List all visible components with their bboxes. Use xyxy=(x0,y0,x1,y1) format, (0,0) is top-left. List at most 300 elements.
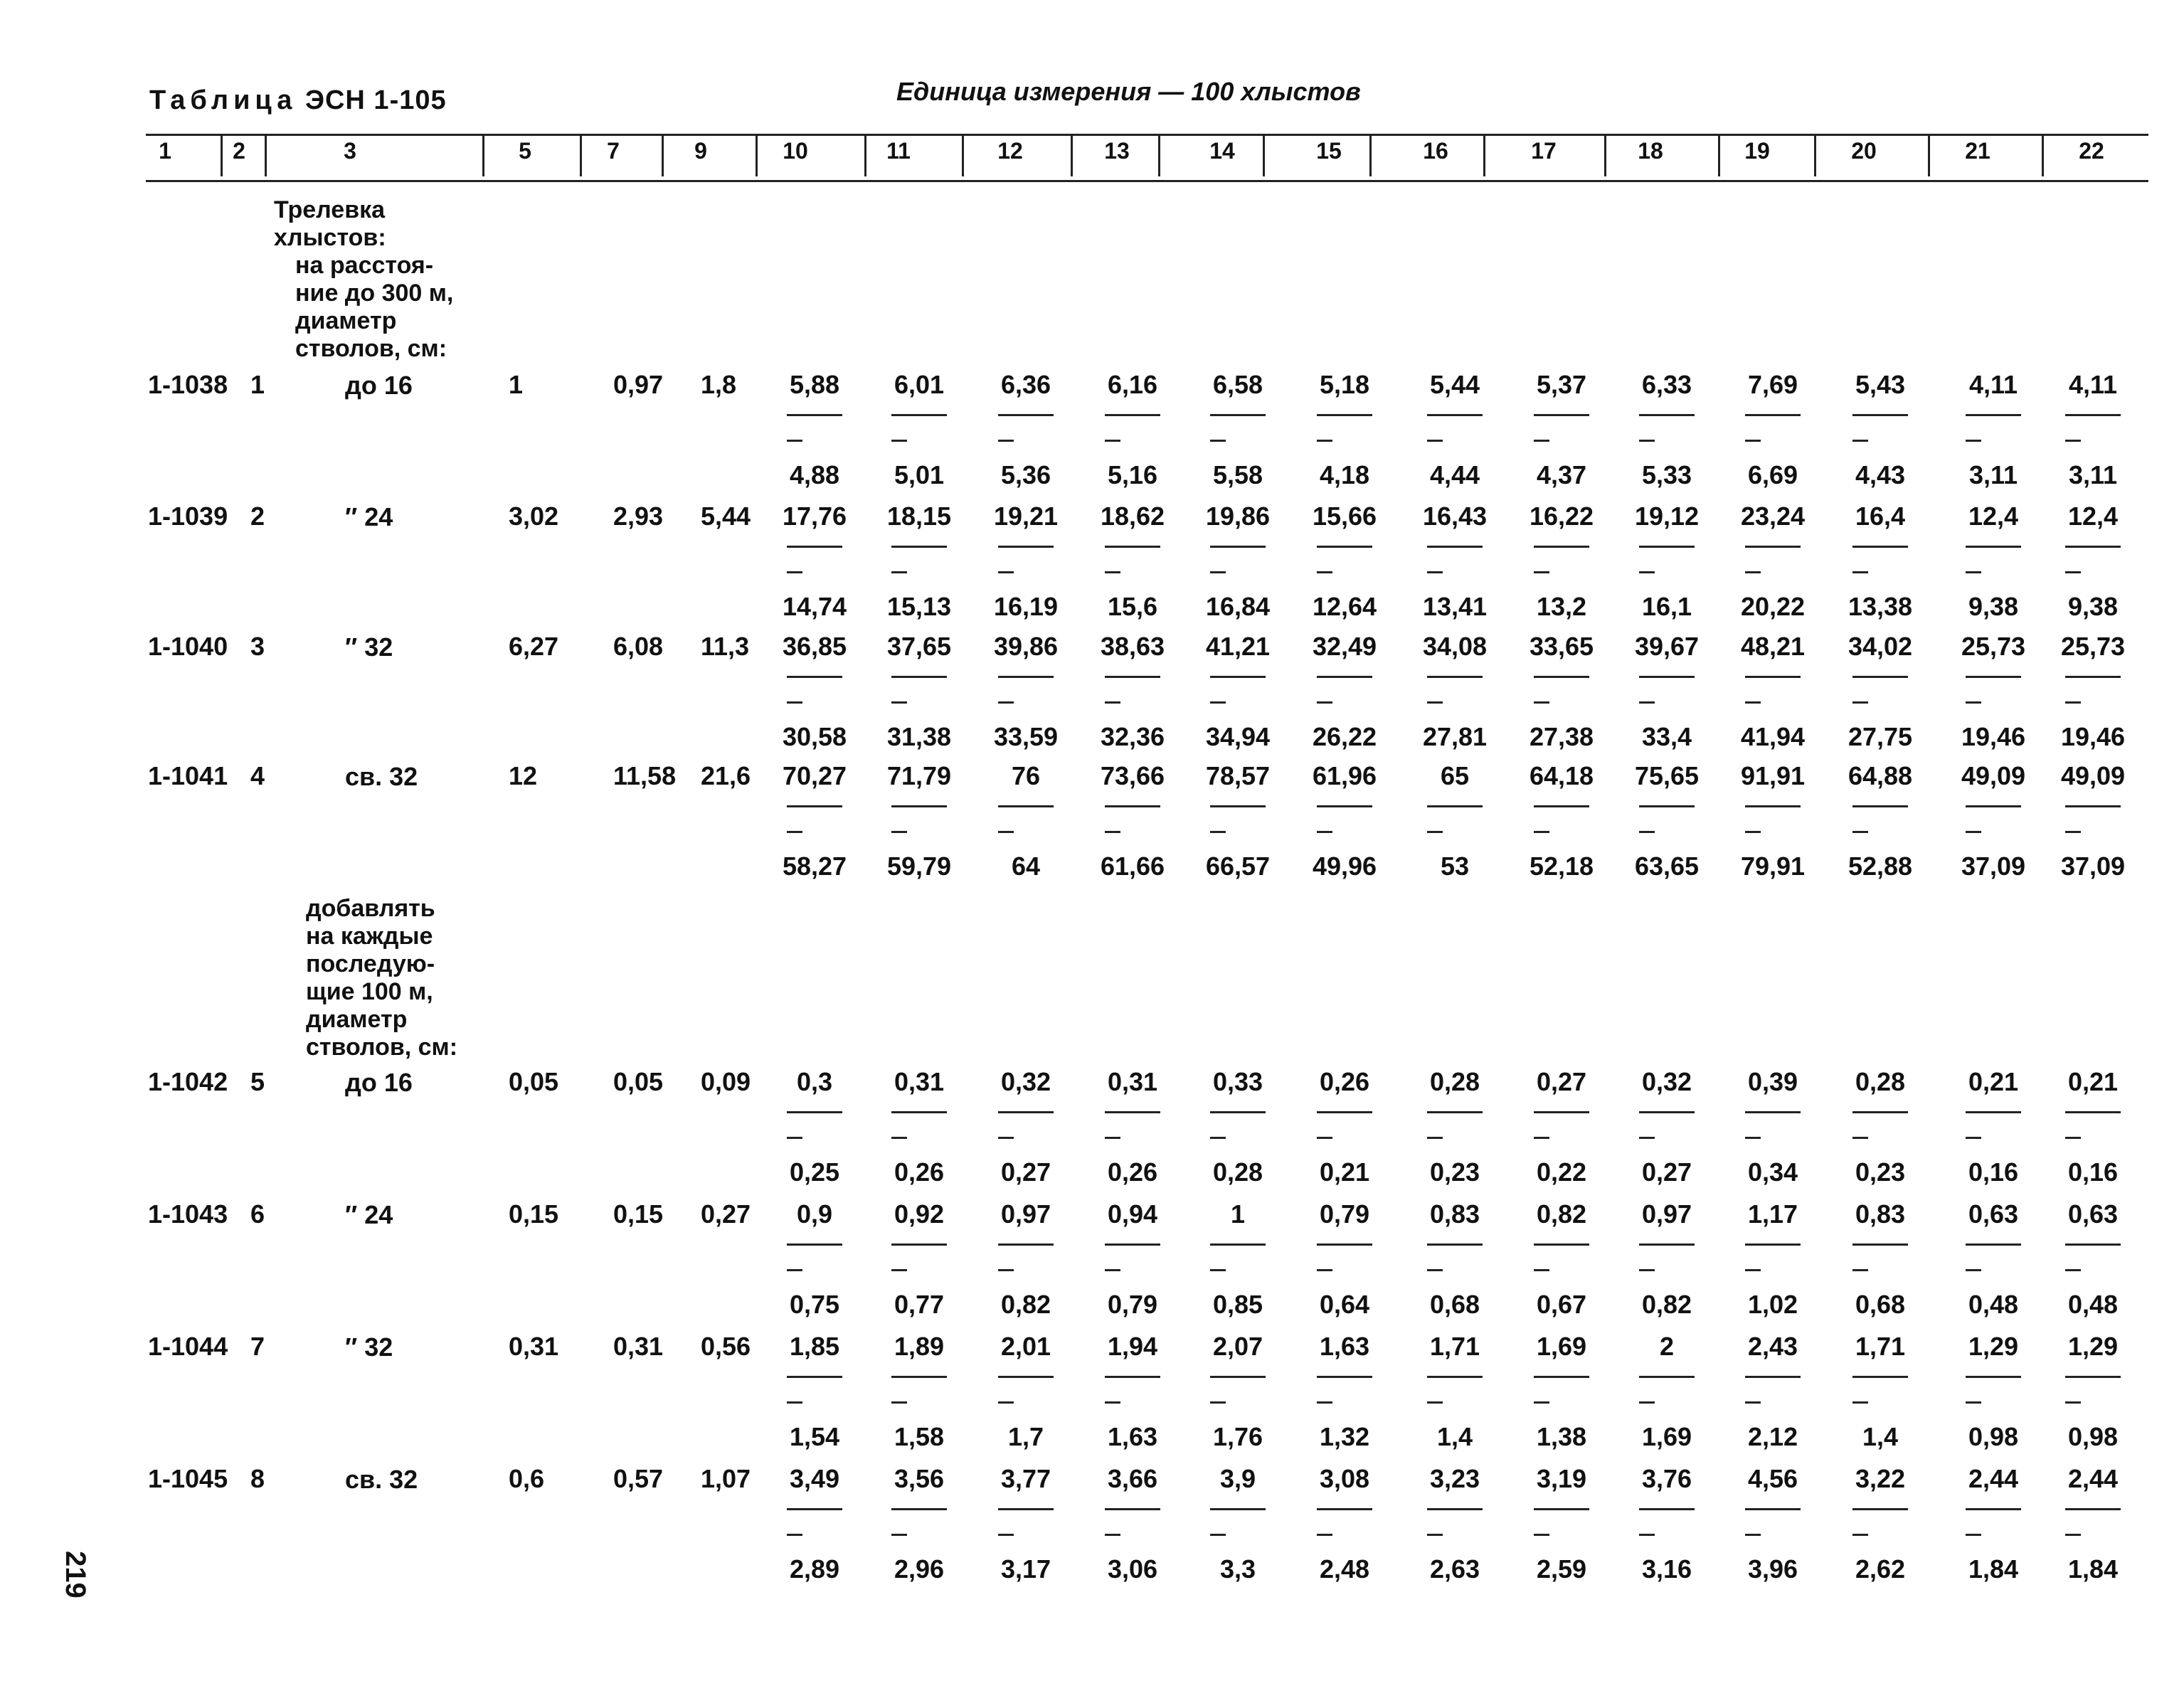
fraction-dash xyxy=(1534,701,1549,704)
fraction-numerator: 1,94 xyxy=(1107,1332,1158,1361)
fraction-dash xyxy=(1210,831,1226,833)
fraction-dash xyxy=(1317,440,1332,442)
fraction-bar xyxy=(1852,805,1908,807)
fraction-numerator: 5,43 xyxy=(1855,370,1906,399)
fraction-bar xyxy=(1534,414,1589,416)
fraction-numerator: 2,43 xyxy=(1747,1332,1798,1361)
row-code: 1-1038 xyxy=(148,370,228,399)
fraction-numerator: 16,4 xyxy=(1855,502,1906,531)
fraction-bar xyxy=(1852,1508,1908,1510)
fraction-numerator: 3,22 xyxy=(1855,1464,1906,1493)
column-header-19: 19 xyxy=(1744,138,1770,164)
fraction-numerator: 6,36 xyxy=(1000,370,1051,399)
fraction-bar xyxy=(1210,1376,1266,1378)
fraction-bar xyxy=(1105,414,1160,416)
fraction-numerator: 2,01 xyxy=(1000,1332,1051,1361)
fraction-denominator: 1,4 xyxy=(1862,1422,1899,1451)
column-header-14: 14 xyxy=(1209,138,1235,164)
fraction-denominator: 0,22 xyxy=(1536,1157,1587,1187)
fraction-dash xyxy=(1534,831,1549,833)
fraction-dash xyxy=(1427,571,1443,573)
fraction-dash xyxy=(1745,571,1761,573)
fraction-bar xyxy=(1745,805,1801,807)
fraction-bar xyxy=(1745,1376,1801,1378)
fraction-denominator: 4,37 xyxy=(1536,460,1587,489)
fraction-dash xyxy=(1105,831,1120,833)
row-code: 1-1040 xyxy=(148,632,228,661)
intro-block-skidding xyxy=(274,196,453,363)
cell-col-7: 0,97 xyxy=(613,370,664,399)
fraction-bar xyxy=(1534,546,1589,548)
fraction-bar xyxy=(1317,1508,1372,1510)
fraction-denominator: 1,38 xyxy=(1536,1422,1587,1451)
table-title xyxy=(149,85,447,116)
fraction-dash xyxy=(787,701,802,704)
fraction-bar xyxy=(2065,1243,2121,1246)
fraction-denominator: 27,38 xyxy=(1529,722,1594,751)
fraction-numerator: 0,32 xyxy=(1641,1067,1692,1096)
fraction-numerator: 6,16 xyxy=(1107,370,1158,399)
fraction-denominator: 1,32 xyxy=(1319,1422,1370,1451)
intro-line: диаметр xyxy=(295,307,397,334)
column-separator xyxy=(265,135,267,176)
fraction-dash xyxy=(787,1137,802,1139)
fraction-bar xyxy=(1534,1376,1589,1378)
fraction-dash xyxy=(891,1137,907,1139)
fraction-denominator: 32,36 xyxy=(1100,722,1165,751)
cell-col-5: 12 xyxy=(509,761,538,790)
fraction-denominator: 2,63 xyxy=(1429,1554,1480,1584)
column-header-22: 22 xyxy=(2079,138,2104,164)
fraction-denominator: 16,19 xyxy=(993,592,1059,621)
fraction-numerator: 15,66 xyxy=(1312,502,1377,531)
intro-line: хлыстов: xyxy=(274,224,386,251)
fraction-denominator: 1,54 xyxy=(789,1422,840,1451)
fraction-numerator: 5,88 xyxy=(789,370,840,399)
row-diameter: св. 32 xyxy=(345,762,418,791)
fraction-bar xyxy=(998,546,1054,548)
fraction-bar xyxy=(1745,1111,1801,1113)
fraction-denominator: 6,69 xyxy=(1747,460,1798,489)
fraction-bar xyxy=(891,1376,947,1378)
fraction-denominator: 5,36 xyxy=(1000,460,1051,489)
fraction-dash xyxy=(998,701,1014,704)
fraction-numerator: 0,32 xyxy=(1000,1067,1051,1096)
fraction-bar xyxy=(2065,805,2121,807)
fraction-denominator: 52,88 xyxy=(1848,852,1913,881)
fraction-numerator: 1,63 xyxy=(1319,1332,1370,1361)
column-header-11: 11 xyxy=(886,138,911,164)
column-header-17: 17 xyxy=(1531,138,1557,164)
fraction-bar xyxy=(2065,1508,2121,1510)
fraction-numerator: 1,89 xyxy=(894,1332,945,1361)
fraction-bar xyxy=(1317,805,1372,807)
fraction-numerator: 1 xyxy=(1230,1199,1246,1229)
fraction-dash xyxy=(1317,1269,1332,1271)
fraction-dash xyxy=(1534,1269,1549,1271)
fraction-denominator: 1,84 xyxy=(1968,1554,2019,1584)
fraction-numerator: 76 xyxy=(1011,761,1041,790)
fraction-dash xyxy=(1639,440,1655,442)
fraction-bar xyxy=(1852,1376,1908,1378)
fraction-numerator: 75,65 xyxy=(1634,761,1700,790)
cell-col-9: 1,8 xyxy=(701,370,737,399)
fraction-denominator: 1,4 xyxy=(1436,1422,1473,1451)
fraction-dash xyxy=(1966,440,1981,442)
fraction-dash xyxy=(998,831,1014,833)
cell-col-5: 6,27 xyxy=(509,632,559,661)
row-number: 1 xyxy=(250,370,265,399)
fraction-denominator: 41,94 xyxy=(1740,722,1806,751)
column-separator xyxy=(962,135,964,176)
fraction-bar xyxy=(1966,1243,2021,1246)
fraction-numerator: 3,76 xyxy=(1641,1464,1692,1493)
fraction-denominator: 15,6 xyxy=(1107,592,1158,621)
fraction-bar xyxy=(1852,546,1908,548)
fraction-dash xyxy=(1534,1534,1549,1536)
row-code: 1-1039 xyxy=(148,502,228,531)
intro-line: на расстоя- xyxy=(295,252,434,279)
fraction-denominator: 52,18 xyxy=(1529,852,1594,881)
fraction-numerator: 39,86 xyxy=(993,632,1059,661)
fraction-numerator: 0,83 xyxy=(1429,1199,1480,1229)
cell-col-9: 0,27 xyxy=(701,1199,751,1229)
fraction-dash xyxy=(1210,701,1226,704)
row-code: 1-1044 xyxy=(148,1332,228,1361)
fraction-dash xyxy=(1966,1534,1981,1536)
fraction-denominator: 0,77 xyxy=(894,1290,945,1319)
fraction-numerator: 32,49 xyxy=(1312,632,1377,661)
table-code: ЭСН 1-105 xyxy=(304,85,447,115)
fraction-denominator: 5,16 xyxy=(1107,460,1158,489)
fraction-numerator: 2,44 xyxy=(2067,1464,2119,1493)
fraction-numerator: 12,4 xyxy=(1968,502,2019,531)
fraction-denominator: 37,09 xyxy=(1961,852,2026,881)
fraction-bar xyxy=(787,805,842,807)
fraction-bar xyxy=(1427,1111,1483,1113)
fraction-bar xyxy=(1852,676,1908,678)
cell-col-9: 0,09 xyxy=(701,1067,751,1096)
fraction-dash xyxy=(1745,701,1761,704)
fraction-bar xyxy=(1966,676,2021,678)
fraction-numerator: 1,69 xyxy=(1536,1332,1587,1361)
fraction-numerator: 3,19 xyxy=(1536,1464,1587,1493)
fraction-dash xyxy=(2065,1269,2081,1271)
fraction-denominator: 66,57 xyxy=(1205,852,1271,881)
fraction-denominator: 4,44 xyxy=(1429,460,1480,489)
fraction-dash xyxy=(787,1534,802,1536)
fraction-bar xyxy=(1317,1376,1372,1378)
fraction-denominator: 3,96 xyxy=(1747,1554,1798,1584)
fraction-numerator: 49,09 xyxy=(2060,761,2126,790)
fraction-dash xyxy=(998,1401,1014,1404)
fraction-numerator: 0,39 xyxy=(1747,1067,1798,1096)
fraction-numerator: 0,27 xyxy=(1536,1067,1587,1096)
fraction-bar xyxy=(1966,1376,2021,1378)
fraction-bar xyxy=(787,1376,842,1378)
fraction-numerator: 65 xyxy=(1440,761,1470,790)
fraction-dash xyxy=(1966,571,1981,573)
fraction-numerator: 3,77 xyxy=(1000,1464,1051,1493)
row-number: 7 xyxy=(250,1332,265,1361)
fraction-numerator: 19,21 xyxy=(993,502,1059,531)
fraction-bar xyxy=(1966,805,2021,807)
fraction-bar xyxy=(1639,1111,1695,1113)
fraction-bar xyxy=(1852,1243,1908,1246)
fraction-dash xyxy=(1966,701,1981,704)
column-separator xyxy=(1369,135,1372,176)
fraction-dash xyxy=(1210,1534,1226,1536)
fraction-denominator: 2,62 xyxy=(1855,1554,1906,1584)
fraction-bar xyxy=(1639,1508,1695,1510)
fraction-bar xyxy=(1966,1111,2021,1113)
fraction-dash xyxy=(1210,440,1226,442)
fraction-numerator: 0,79 xyxy=(1319,1199,1370,1229)
fraction-bar xyxy=(1317,1111,1372,1113)
fraction-numerator: 0,28 xyxy=(1429,1067,1480,1096)
fraction-dash xyxy=(1534,1401,1549,1404)
intro-line: диаметр xyxy=(306,1006,408,1033)
fraction-dash xyxy=(2065,831,2081,833)
row-diameter: ″ 24 xyxy=(345,502,393,531)
fraction-bar xyxy=(891,1243,947,1246)
fraction-dash xyxy=(1639,1269,1655,1271)
fraction-denominator: 0,82 xyxy=(1641,1290,1692,1319)
fraction-denominator: 63,65 xyxy=(1634,852,1700,881)
fraction-dash xyxy=(1534,571,1549,573)
unit-of-measure: Единица измерения — 100 хлыстов xyxy=(896,77,1361,106)
row-code: 1-1041 xyxy=(148,761,228,790)
fraction-denominator: 4,18 xyxy=(1319,460,1370,489)
fraction-dash xyxy=(998,440,1014,442)
fraction-numerator: 64,88 xyxy=(1848,761,1913,790)
fraction-bar xyxy=(1745,546,1801,548)
fraction-denominator: 0,82 xyxy=(1000,1290,1051,1319)
fraction-numerator: 25,73 xyxy=(1961,632,2026,661)
column-header-20: 20 xyxy=(1851,138,1877,164)
fraction-dash xyxy=(1745,1401,1761,1404)
fraction-dash xyxy=(1852,1534,1868,1536)
fraction-bar xyxy=(787,546,842,548)
fraction-numerator: 1,71 xyxy=(1855,1332,1906,1361)
fraction-denominator: 0,27 xyxy=(1641,1157,1692,1187)
fraction-dash xyxy=(1317,1401,1332,1404)
fraction-numerator: 18,15 xyxy=(886,502,952,531)
fraction-bar xyxy=(1639,1243,1695,1246)
fraction-denominator: 0,68 xyxy=(1855,1290,1906,1319)
fraction-numerator: 3,9 xyxy=(1219,1464,1256,1493)
fraction-bar xyxy=(998,1111,1054,1113)
fraction-bar xyxy=(1966,414,2021,416)
page-number: 219 xyxy=(60,1551,91,1598)
fraction-bar xyxy=(787,414,842,416)
fraction-dash xyxy=(1317,1137,1332,1139)
fraction-dash xyxy=(1317,571,1332,573)
fraction-numerator: 3,49 xyxy=(789,1464,840,1493)
fraction-numerator: 3,56 xyxy=(894,1464,945,1493)
fraction-bar xyxy=(787,1508,842,1510)
fraction-denominator: 0,16 xyxy=(1968,1157,2019,1187)
fraction-numerator: 3,23 xyxy=(1429,1464,1480,1493)
fraction-denominator: 0,98 xyxy=(2067,1422,2119,1451)
fraction-dash xyxy=(1852,1137,1868,1139)
fraction-bar xyxy=(1745,1508,1801,1510)
fraction-dash xyxy=(1639,1137,1655,1139)
fraction-numerator: 19,12 xyxy=(1634,502,1700,531)
cell-col-5: 0,05 xyxy=(509,1067,559,1096)
fraction-denominator: 0,27 xyxy=(1000,1157,1051,1187)
fraction-dash xyxy=(1427,1401,1443,1404)
fraction-denominator: 0,34 xyxy=(1747,1157,1798,1187)
column-header-18: 18 xyxy=(1638,138,1663,164)
fraction-dash xyxy=(891,701,907,704)
fraction-bar xyxy=(1210,1111,1266,1113)
fraction-numerator: 3,08 xyxy=(1319,1464,1370,1493)
fraction-bar xyxy=(1105,1243,1160,1246)
row-diameter: св. 32 xyxy=(345,1465,418,1494)
fraction-dash xyxy=(1745,440,1761,442)
fraction-dash xyxy=(1105,1401,1120,1404)
fraction-bar xyxy=(998,414,1054,416)
column-header-15: 15 xyxy=(1316,138,1342,164)
fraction-bar xyxy=(1639,1376,1695,1378)
fraction-bar xyxy=(998,1376,1054,1378)
fraction-numerator: 4,11 xyxy=(1968,370,2018,399)
fraction-dash xyxy=(1639,701,1655,704)
fraction-denominator: 2,48 xyxy=(1319,1554,1370,1584)
fraction-denominator: 79,91 xyxy=(1740,852,1806,881)
fraction-denominator: 19,46 xyxy=(2060,722,2126,751)
fraction-dash xyxy=(2065,701,2081,704)
fraction-numerator: 6,33 xyxy=(1641,370,1692,399)
row-diameter: ″ 32 xyxy=(345,632,393,662)
fraction-numerator: 0,63 xyxy=(1968,1199,2019,1229)
fraction-numerator: 41,21 xyxy=(1205,632,1271,661)
fraction-denominator: 27,81 xyxy=(1422,722,1488,751)
fraction-denominator: 0,79 xyxy=(1107,1290,1158,1319)
fraction-denominator: 0,28 xyxy=(1212,1157,1263,1187)
fraction-numerator: 0,94 xyxy=(1107,1199,1158,1229)
fraction-dash xyxy=(1534,1137,1549,1139)
fraction-bar xyxy=(1105,546,1160,548)
fraction-bar xyxy=(998,805,1054,807)
fraction-bar xyxy=(1105,1508,1160,1510)
fraction-denominator: 0,16 xyxy=(2067,1157,2119,1187)
fraction-denominator: 5,01 xyxy=(894,460,945,489)
fraction-denominator: 3,3 xyxy=(1219,1554,1256,1584)
fraction-bar xyxy=(1966,546,2021,548)
fraction-bar xyxy=(2065,676,2121,678)
fraction-numerator: 0,21 xyxy=(2067,1067,2119,1096)
fraction-bar xyxy=(1105,1376,1160,1378)
fraction-denominator: 5,33 xyxy=(1641,460,1692,489)
row-number: 3 xyxy=(250,632,265,661)
fraction-dash xyxy=(1966,1137,1981,1139)
fraction-bar xyxy=(1317,546,1372,548)
fraction-denominator: 4,43 xyxy=(1855,460,1906,489)
fraction-dash xyxy=(1105,1534,1120,1536)
fraction-dash xyxy=(2065,1401,2081,1404)
fraction-denominator: 9,38 xyxy=(2067,592,2119,621)
fraction-denominator: 0,48 xyxy=(2067,1290,2119,1319)
fraction-denominator: 16,1 xyxy=(1641,592,1692,621)
fraction-denominator: 1,76 xyxy=(1212,1422,1263,1451)
row-number: 2 xyxy=(250,502,265,531)
fraction-numerator: 70,27 xyxy=(782,761,847,790)
column-header-13: 13 xyxy=(1104,138,1130,164)
fraction-dash xyxy=(1210,1137,1226,1139)
fraction-bar xyxy=(1534,1508,1589,1510)
fraction-dash xyxy=(2065,1137,2081,1139)
column-separator xyxy=(580,135,582,176)
fraction-bar xyxy=(1534,1243,1589,1246)
fraction-denominator: 0,26 xyxy=(894,1157,945,1187)
column-separator xyxy=(1483,135,1485,176)
fraction-bar xyxy=(2065,1111,2121,1113)
fraction-numerator: 6,58 xyxy=(1212,370,1263,399)
column-separator xyxy=(1071,135,1073,176)
cell-col-9: 11,3 xyxy=(701,632,750,661)
fraction-numerator: 6,01 xyxy=(894,370,945,399)
fraction-dash xyxy=(1745,1269,1761,1271)
fraction-numerator: 0,28 xyxy=(1855,1067,1906,1096)
fraction-numerator: 0,82 xyxy=(1536,1199,1587,1229)
fraction-denominator: 14,74 xyxy=(782,592,847,621)
cell-col-5: 0,31 xyxy=(509,1332,559,1361)
fraction-bar xyxy=(1534,1111,1589,1113)
fraction-numerator: 48,21 xyxy=(1740,632,1806,661)
fraction-dash xyxy=(1317,701,1332,704)
fraction-numerator: 0,83 xyxy=(1855,1199,1906,1229)
fraction-dash xyxy=(787,571,802,573)
cell-col-9: 0,56 xyxy=(701,1332,751,1361)
fraction-numerator: 39,67 xyxy=(1634,632,1700,661)
fraction-dash xyxy=(998,1269,1014,1271)
fraction-bar xyxy=(1317,676,1372,678)
fraction-dash xyxy=(1105,440,1120,442)
fraction-numerator: 0,92 xyxy=(894,1199,945,1229)
fraction-numerator: 2 xyxy=(1659,1332,1675,1361)
fraction-numerator: 1,29 xyxy=(2067,1332,2119,1361)
fraction-bar xyxy=(1745,676,1801,678)
fraction-bar xyxy=(891,676,947,678)
fraction-denominator: 1,63 xyxy=(1107,1422,1158,1451)
fraction-dash xyxy=(2065,1534,2081,1536)
fraction-denominator: 1,02 xyxy=(1747,1290,1798,1319)
fraction-dash xyxy=(2065,440,2081,442)
fraction-bar xyxy=(1210,1243,1266,1246)
cell-col-5: 1 xyxy=(509,370,524,399)
fraction-dash xyxy=(891,1534,907,1536)
fraction-dash xyxy=(1852,1269,1868,1271)
fraction-bar xyxy=(998,676,1054,678)
fraction-denominator: 0,64 xyxy=(1319,1290,1370,1319)
row-code: 1-1042 xyxy=(148,1067,228,1096)
fraction-numerator: 1,85 xyxy=(789,1332,840,1361)
row-diameter: до 16 xyxy=(345,371,413,400)
fraction-bar xyxy=(1427,1376,1483,1378)
fraction-dash xyxy=(2065,571,2081,573)
column-separator xyxy=(756,135,758,176)
cell-col-5: 0,6 xyxy=(509,1464,545,1493)
fraction-dash xyxy=(1105,701,1120,704)
fraction-denominator: 1,7 xyxy=(1007,1422,1044,1451)
intro-line: стволов, см: xyxy=(295,335,447,362)
fraction-bar xyxy=(1427,1508,1483,1510)
fraction-denominator: 9,38 xyxy=(1968,592,2019,621)
fraction-bar xyxy=(1317,414,1372,416)
fraction-bar xyxy=(998,1508,1054,1510)
